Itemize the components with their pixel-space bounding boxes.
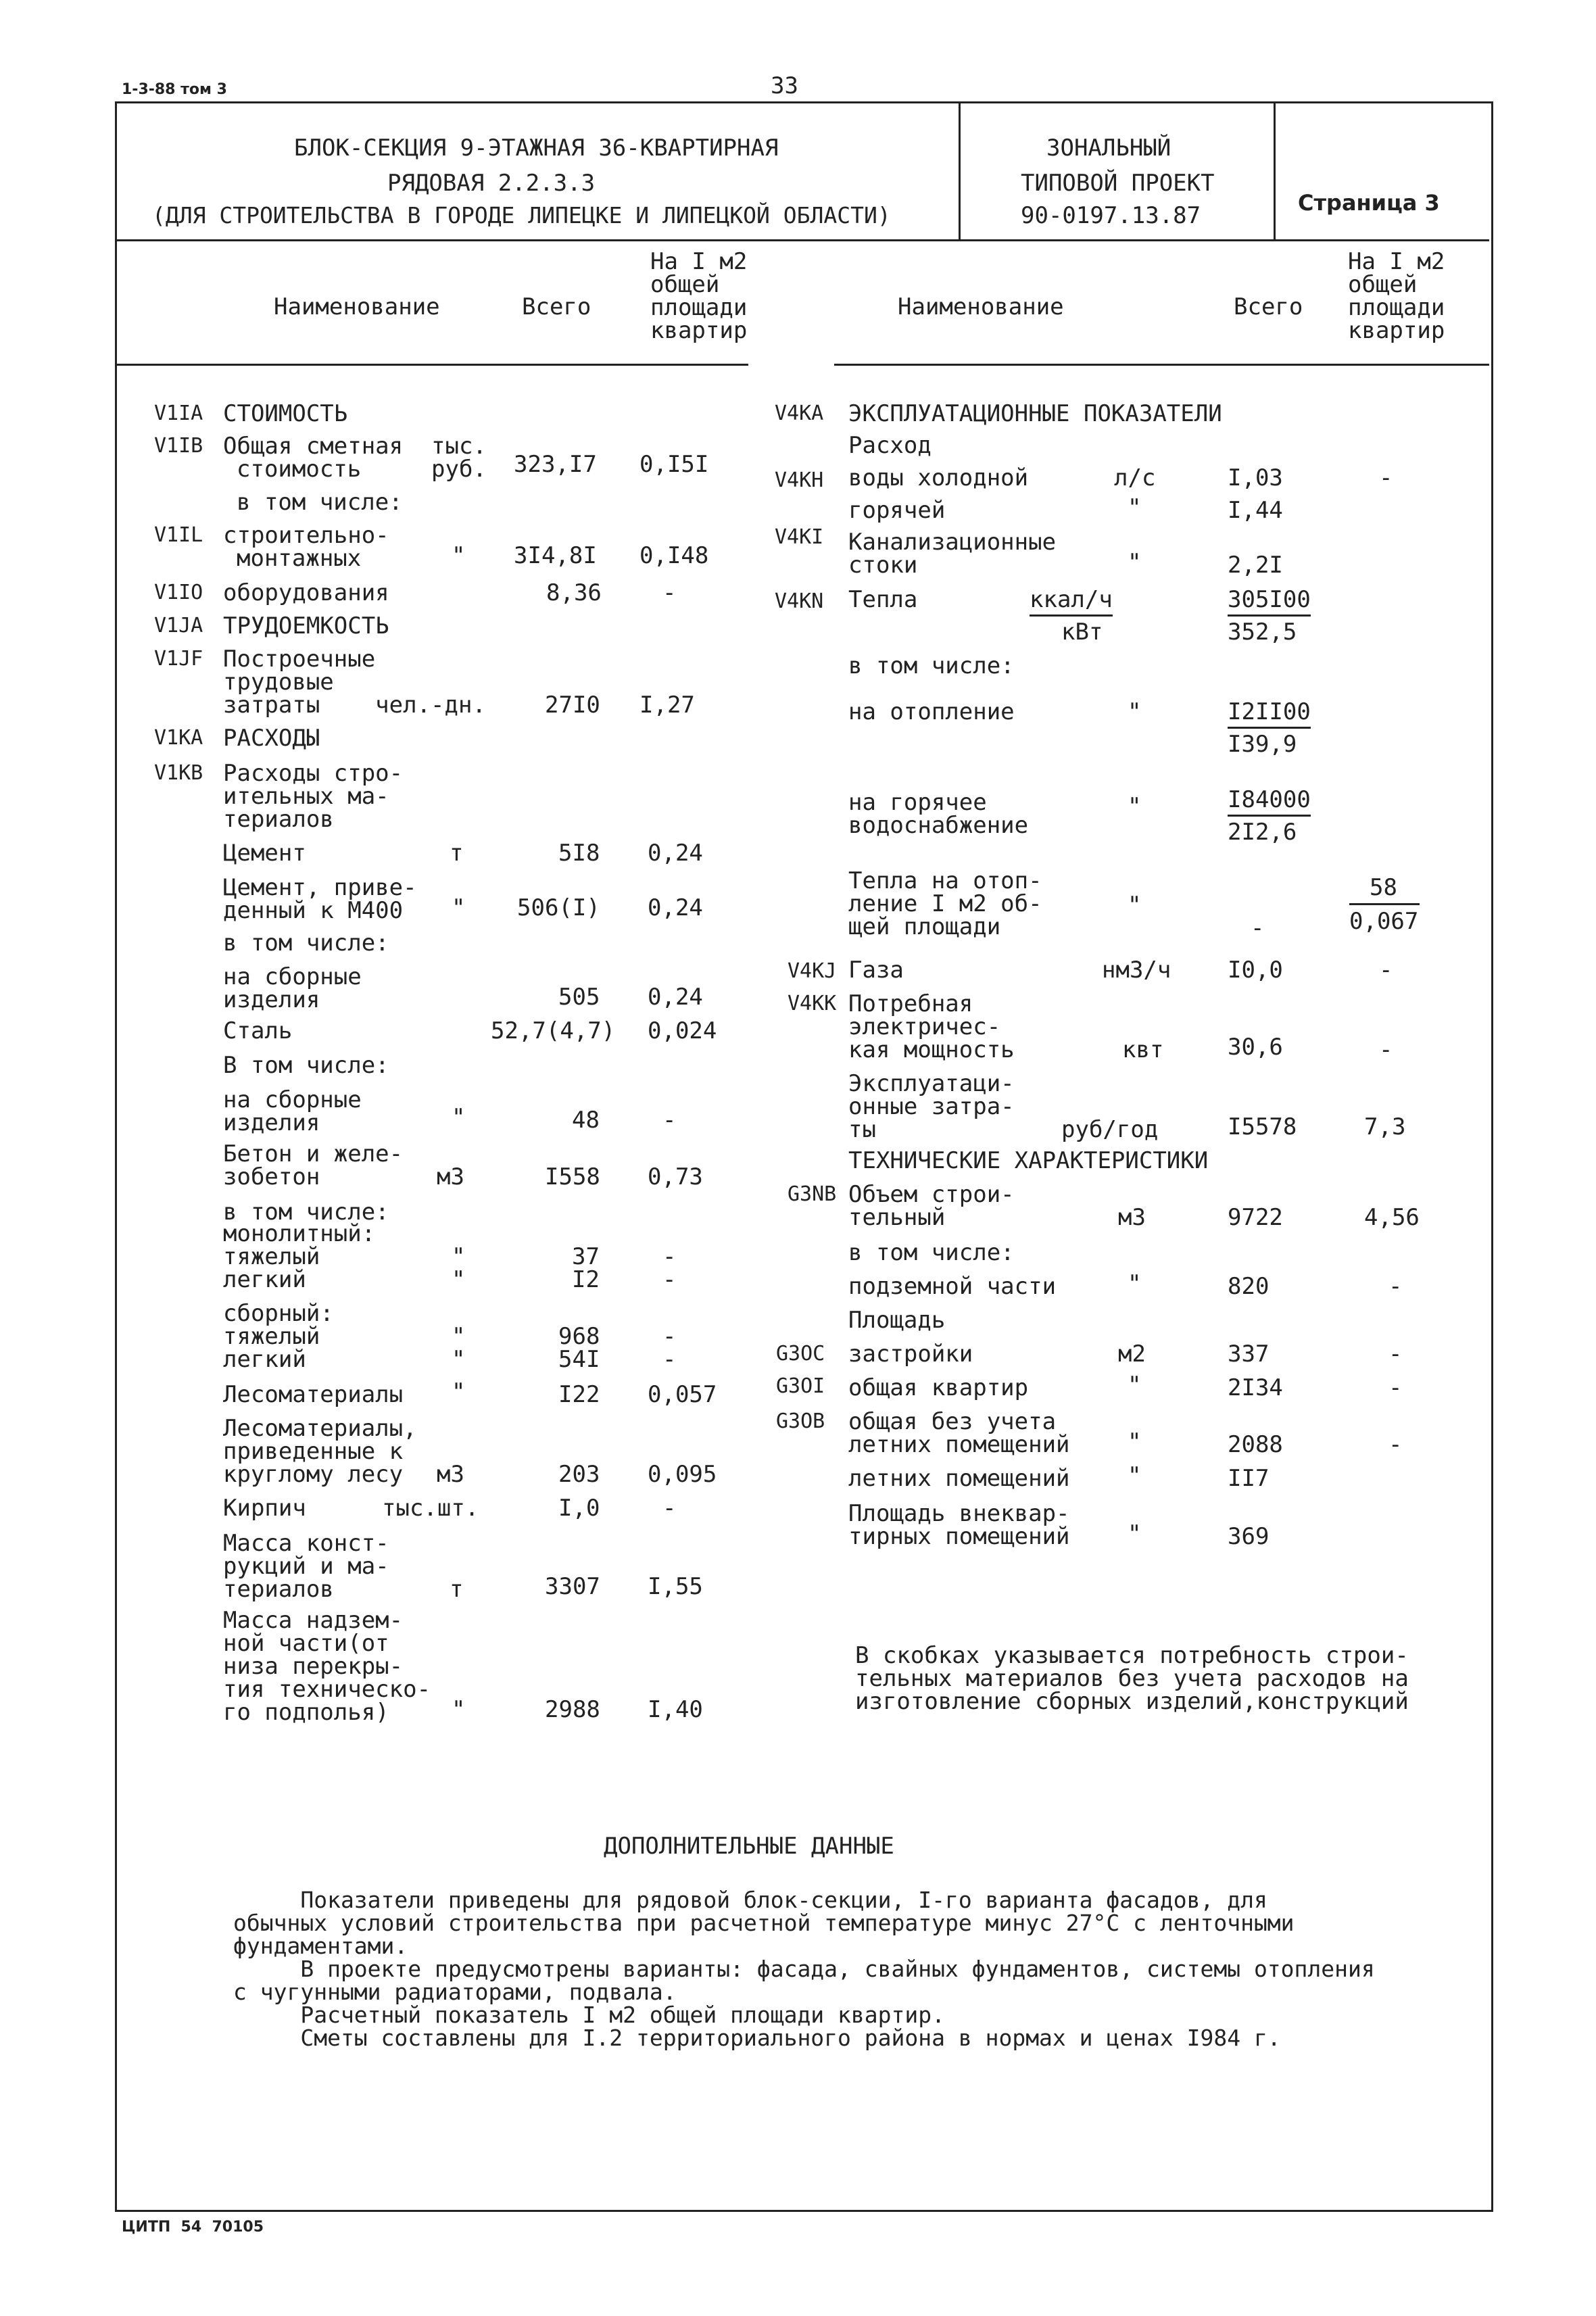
right-row-20-name2: летних помещений xyxy=(848,1431,1070,1458)
left-row-23-unit: " xyxy=(452,1378,466,1405)
left-row-27-total: 2988 xyxy=(545,1696,600,1723)
code-left-1: V1IB xyxy=(154,434,203,458)
code-right-10: V4KJ xyxy=(788,959,837,983)
left-row-22-name: легкий xyxy=(223,1346,306,1373)
left-row-6-name3: затраты чел.-дн. xyxy=(223,692,486,719)
left-row-19-per: - xyxy=(662,1266,677,1293)
left-row-3-per: 0,I48 xyxy=(639,542,709,569)
right-row-9-per-b: 0,067 xyxy=(1349,908,1419,935)
page-label: Страница 3 xyxy=(1298,190,1440,216)
right-row-7-name: на отопление xyxy=(848,698,1015,725)
code-right-19: G3OI xyxy=(776,1374,825,1398)
left-row-14-name: В том числе: xyxy=(223,1052,389,1079)
left-row-26-name3: териалов xyxy=(223,1576,334,1603)
right-row-7-total-b: I39,9 xyxy=(1228,731,1297,758)
left-row-24-name2: приведенные к xyxy=(223,1438,404,1465)
left-row-22-total: 54I xyxy=(558,1346,600,1373)
col-head-rule-left xyxy=(116,364,748,366)
left-row-10-name: Цемент, приве- xyxy=(223,874,417,901)
left-row-16-unit: м3 xyxy=(437,1163,464,1190)
left-row-9-name: Цемент xyxy=(223,840,306,867)
right-row-21-name: летних помещений xyxy=(848,1465,1070,1492)
right-row-20-per: - xyxy=(1388,1431,1403,1458)
code-left-4: V1IO xyxy=(154,581,203,604)
left-row-16-name2: зобетон xyxy=(223,1163,320,1190)
left-row-16-per: 0,73 xyxy=(648,1163,703,1190)
right-row-5-total: 305I00 xyxy=(1228,588,1311,611)
right-row-16-total: 820 xyxy=(1228,1273,1269,1300)
left-row-27-name: Масса надзем- xyxy=(223,1607,404,1634)
project-line-2: ТИПОВОЙ ПРОЕКТ xyxy=(1021,170,1215,197)
code-right-0: V4KA xyxy=(775,402,824,425)
left-row-22-unit: " xyxy=(452,1346,466,1373)
left-row-18-total: 37 xyxy=(572,1243,600,1270)
code-left-5: V1JA xyxy=(154,614,203,637)
left-row-21-per: - xyxy=(662,1323,677,1350)
left-row-27-name2: ной части(от xyxy=(223,1630,389,1657)
left-row-1-unit1: тыс. xyxy=(431,433,487,460)
left-row-3-unit: " xyxy=(452,542,466,569)
code-right-5: V4KN xyxy=(775,589,824,613)
right-row-22-total: 369 xyxy=(1228,1523,1269,1550)
left-row-21-unit: " xyxy=(452,1323,466,1350)
left-row-24-unit: м3 xyxy=(437,1461,464,1488)
footer-stamp: ЦИТП 54 70105 xyxy=(122,2219,264,2236)
right-row-12-name: Эксплуатаци- xyxy=(848,1070,1015,1097)
left-row-9-per: 0,24 xyxy=(648,840,703,867)
right-row-5-name: Тепла xyxy=(848,586,918,613)
additional-data-title: ДОПОЛНИТЕЛЬНЫЕ ДАННЫЕ xyxy=(604,1833,894,1860)
col-head-rule-right xyxy=(834,364,1489,366)
left-row-21-total: 968 xyxy=(558,1323,600,1350)
left-row-3-name2: монтажных xyxy=(237,545,362,572)
right-row-19-unit: " xyxy=(1128,1372,1142,1399)
code-right-20: G3OB xyxy=(776,1409,825,1433)
left-row-12-per: 0,24 xyxy=(648,984,703,1011)
right-row-18-name: застройки xyxy=(848,1341,973,1368)
right-row-8-name2: водоснабжение xyxy=(848,812,1029,839)
right-row-22-name2: тирных помещений xyxy=(848,1523,1070,1550)
left-row-24-per: 0,095 xyxy=(648,1461,717,1488)
right-row-9-name3: щей площади xyxy=(848,913,1001,940)
block-title-line-1: БЛОК-СЕКЦИЯ 9-ЭТАЖНАЯ 36-КВАРТИРНАЯ xyxy=(294,135,779,162)
left-row-19-unit: " xyxy=(452,1266,466,1293)
right-row-20-name: общая без учета xyxy=(848,1408,1057,1435)
header-divider-2 xyxy=(1274,103,1276,241)
left-row-25-per: - xyxy=(662,1495,677,1522)
right-row-10-per: - xyxy=(1379,957,1393,984)
right-row-16-unit: " xyxy=(1128,1270,1142,1297)
code-left-3: V1IL xyxy=(154,523,203,547)
left-row-24-name3: круглому лесу xyxy=(223,1461,404,1488)
right-row-11-unit: квт xyxy=(1122,1036,1164,1063)
right-row-7-total: I2II00 xyxy=(1228,700,1311,723)
page-number: 33 xyxy=(771,72,798,99)
right-row-14-per: 4,56 xyxy=(1364,1204,1420,1231)
left-row-26-name: Масса конст- xyxy=(223,1530,389,1557)
right-row-10-name: Газа xyxy=(848,957,904,984)
right-row-2-name: воды холодной xyxy=(848,464,1029,491)
right-row-12-total: I5578 xyxy=(1228,1113,1297,1140)
left-row-17-name2: монолитный: xyxy=(223,1220,376,1247)
right-row-22-name: Площадь внеквар- xyxy=(848,1500,1070,1527)
right-row-11-name: Потребная xyxy=(848,990,973,1017)
bracket-note: В скобках указывается потребность строи- тельных материалов без учета расходов на изготовление сборных изделий,конструкций xyxy=(855,1642,1409,1715)
left-row-26-per: I,55 xyxy=(648,1573,703,1600)
left-row-1-per: 0,I5I xyxy=(639,451,709,478)
additional-data-text: Показатели приведены для рядовой блок-секции, I-го варианта фасадов, для обычных условий строительства при расчетной температуре минус 27°С с ленточными фундаментами. В проекте предусмотрены варианты: фасада, свайных фундаментов, системы отопления с чугунными радиаторами, подвала. Расчетный показатель I м2 общей площади квартир. Сметы составлены для I.2 территориального района в нормах и ценах I984 г. xyxy=(233,1887,1375,2051)
right-row-9-unit: " xyxy=(1128,892,1142,919)
left-row-9-unit: т xyxy=(450,840,464,867)
right-row-18-total: 337 xyxy=(1228,1341,1269,1368)
left-row-13-per: 0,024 xyxy=(648,1017,717,1044)
left-row-23-total: I22 xyxy=(558,1381,600,1408)
left-row-0-name: СТОИМОСТЬ xyxy=(223,400,348,427)
left-row-26-unit: т xyxy=(450,1576,464,1603)
right-row-0-name: ЭКСПЛУАТАЦИОННЫЕ ПОКАЗАТЕЛИ xyxy=(848,400,1222,427)
right-row-1-name: Расход xyxy=(848,432,932,459)
right-row-9-per: 58 xyxy=(1370,874,1397,901)
right-row-14-name: Объем строи- xyxy=(848,1181,1015,1208)
left-row-10-name2: денный к М400 xyxy=(223,897,404,924)
right-row-10-unit: нм3/ч xyxy=(1102,957,1171,984)
right-row-18-unit: м2 xyxy=(1118,1341,1146,1368)
right-row-11-total: 30,6 xyxy=(1228,1034,1283,1061)
left-row-15-total: 48 xyxy=(572,1107,600,1134)
left-row-9-total: 5I8 xyxy=(558,840,600,867)
left-row-4-name: оборудования xyxy=(223,579,389,606)
code-left-0: V1IA xyxy=(154,402,203,425)
right-row-11-name3: кая мощность xyxy=(848,1036,1015,1063)
right-row-9-fraction-bar xyxy=(1349,903,1420,905)
right-row-20-total: 2088 xyxy=(1228,1431,1283,1458)
document-reference: 1-3-88 том 3 xyxy=(122,81,227,98)
right-row-14-unit: м3 xyxy=(1118,1204,1146,1231)
right-row-3-name: горячей xyxy=(848,497,946,524)
left-row-15-per: - xyxy=(662,1107,677,1134)
code-left-7: V1KA xyxy=(154,726,203,750)
left-row-3-name: строительно- xyxy=(223,522,389,549)
code-right-11: V4KK xyxy=(788,992,837,1015)
col-head-per-m2-right: На I м2 общей площади квартир xyxy=(1348,248,1445,344)
right-row-10-total: I0,0 xyxy=(1228,957,1283,984)
left-row-8-name2: ительных ма- xyxy=(223,783,389,810)
left-row-17-name: в том числе: xyxy=(223,1199,389,1226)
left-row-23-name: Лесоматериалы xyxy=(223,1381,404,1408)
left-row-12-name: на сборные xyxy=(223,963,362,990)
block-title-line-2: РЯДОВАЯ 2.2.3.3 xyxy=(387,170,596,197)
left-row-8-name: Расходы стро- xyxy=(223,760,404,787)
left-row-5-name: ТРУДОЕМКОСТЬ xyxy=(223,612,389,640)
left-row-1-total: 323,I7 xyxy=(514,451,597,478)
col-head-name-left: Наименование xyxy=(274,293,440,320)
right-row-11-per: - xyxy=(1379,1036,1393,1063)
right-row-4-name: Канализационные xyxy=(848,529,1057,556)
left-row-4-per: - xyxy=(662,579,677,606)
left-row-19-total: I2 xyxy=(572,1266,600,1293)
left-row-4-total: 8,36 xyxy=(546,579,602,606)
right-row-13-name: ТЕХНИЧЕСКИЕ ХАРАКТЕРИСТИКИ xyxy=(848,1147,1209,1174)
right-row-12-name2: онные затра- xyxy=(848,1093,1015,1120)
right-row-5-total-b: 352,5 xyxy=(1228,619,1297,646)
left-row-10-unit: " xyxy=(452,894,466,921)
left-row-18-name: тяжелый xyxy=(223,1243,320,1270)
right-row-22-unit: " xyxy=(1128,1520,1142,1547)
left-row-18-unit: " xyxy=(452,1243,466,1270)
left-row-23-per: 0,057 xyxy=(648,1381,717,1408)
left-row-16-total: I558 xyxy=(545,1163,600,1190)
left-row-6-per: I,27 xyxy=(639,692,695,719)
left-row-27-unit: " xyxy=(452,1696,466,1723)
code-left-8: V1KB xyxy=(154,761,203,785)
left-row-11-name: в том числе: xyxy=(223,930,389,957)
left-row-24-total: 203 xyxy=(558,1461,600,1488)
left-row-1-name2: стоимость xyxy=(237,456,362,483)
left-row-3-total: 3I4,8I xyxy=(514,542,597,569)
left-row-25-total: I,0 xyxy=(558,1495,600,1522)
right-row-12-unit: руб/год xyxy=(1061,1116,1159,1143)
left-row-13-total: 52,7(4,7) xyxy=(491,1017,616,1044)
right-row-7-unit: " xyxy=(1128,698,1142,725)
code-right-18: G3OC xyxy=(776,1342,825,1366)
right-row-4-unit: " xyxy=(1128,549,1142,576)
left-row-8-name3: териалов xyxy=(223,806,334,833)
project-number: 90-0197.13.87 xyxy=(1021,202,1201,229)
col-head-name-right: Наименование xyxy=(898,293,1064,320)
right-row-20-unit: " xyxy=(1128,1428,1142,1455)
left-row-21-name: тяжелый xyxy=(223,1323,320,1350)
left-row-27-name4: тия техническо- xyxy=(223,1676,431,1703)
right-row-19-per: - xyxy=(1388,1374,1403,1401)
right-row-8-total: I84000 xyxy=(1228,788,1311,811)
left-row-13-name: Сталь xyxy=(223,1017,293,1044)
right-row-8-unit: " xyxy=(1128,793,1142,820)
left-row-7-name: РАСХОДЫ xyxy=(223,725,320,752)
right-row-8-total-b: 2I2,6 xyxy=(1228,819,1297,846)
right-row-17-name: Площадь xyxy=(848,1307,946,1334)
right-row-2-unit: л/с xyxy=(1114,464,1156,491)
left-row-10-per: 0,24 xyxy=(648,894,703,921)
right-row-9-name2: ление I м2 об- xyxy=(848,890,1042,917)
right-row-14-name2: тельный xyxy=(848,1204,946,1231)
left-row-12-name2: изделия xyxy=(223,986,320,1013)
left-row-18-per: - xyxy=(662,1243,677,1270)
right-row-11-name2: электричес- xyxy=(848,1013,1001,1040)
right-row-12-name3: ты xyxy=(848,1116,876,1143)
code-right-2: V4KH xyxy=(775,468,824,492)
right-row-21-unit: " xyxy=(1128,1462,1142,1489)
left-row-2-name: в том числе: xyxy=(237,489,403,516)
right-row-6-name: в том числе: xyxy=(848,652,1015,679)
right-row-19-total: 2I34 xyxy=(1228,1374,1283,1401)
right-row-5-unit: ккал/ч xyxy=(1030,588,1113,611)
left-row-15-name2: изделия xyxy=(223,1109,320,1136)
left-row-26-name2: рукций и ма- xyxy=(223,1553,389,1580)
left-row-26-total: 3307 xyxy=(545,1573,600,1600)
left-row-6-name: Построечные xyxy=(223,646,376,673)
code-left-6: V1JF xyxy=(154,647,203,671)
right-row-14-total: 9722 xyxy=(1228,1204,1283,1231)
block-title-line-3: (ДЛЯ СТРОИТЕЛЬСТВА В ГОРОДЕ ЛИПЕЦКЕ И ЛИПЕЦКОЙ ОБЛАСТИ) xyxy=(152,202,891,228)
right-row-15-name: в том числе: xyxy=(848,1239,1015,1266)
right-row-8-name: на горячее xyxy=(848,789,987,816)
left-row-12-total: 505 xyxy=(558,984,600,1011)
code-right-14: G3NB xyxy=(788,1182,837,1206)
right-row-4-name2: стоки xyxy=(848,552,918,579)
header-divider-1 xyxy=(959,103,961,241)
right-row-12-per: 7,3 xyxy=(1364,1113,1406,1140)
left-row-25-name: Кирпич xyxy=(223,1495,306,1522)
col-head-per-m2-left: На I м2 общей площади квартир xyxy=(650,248,748,344)
right-row-19-name: общая квартир xyxy=(848,1374,1029,1401)
left-row-1-unit2: руб. xyxy=(431,456,487,483)
left-row-24-name: Лесоматериалы, xyxy=(223,1415,417,1442)
right-row-18-per: - xyxy=(1388,1341,1403,1368)
right-row-2-total: I,03 xyxy=(1228,464,1283,491)
right-row-3-total: I,44 xyxy=(1228,497,1283,524)
left-row-27-name3: низа перекры- xyxy=(223,1653,404,1680)
code-right-4: V4KI xyxy=(775,525,824,549)
right-row-21-total: II7 xyxy=(1228,1465,1269,1492)
left-row-1-name: Общая сметная xyxy=(223,433,404,460)
project-line-1: ЗОНАЛЬНЫЙ xyxy=(1046,135,1171,162)
left-row-10-total: 506(I) xyxy=(517,894,600,921)
left-row-20-name: сборный: xyxy=(223,1300,334,1327)
right-row-9-name: Тепла на отоп- xyxy=(848,867,1042,894)
left-row-27-name5: го подполья) xyxy=(223,1699,389,1726)
left-row-25-unit: тыс.шт. xyxy=(382,1495,479,1522)
right-row-9-total: - xyxy=(1251,915,1265,942)
col-head-total-right: Всего xyxy=(1234,293,1303,320)
col-head-total-left: Всего xyxy=(522,293,591,320)
left-row-27-per: I,40 xyxy=(648,1696,703,1723)
right-row-16-name: подземной части xyxy=(848,1273,1057,1300)
right-row-3-unit: " xyxy=(1128,494,1142,521)
left-row-15-unit: " xyxy=(452,1104,466,1131)
right-row-2-per: - xyxy=(1379,464,1393,491)
left-row-6-name2: трудовые xyxy=(223,669,334,696)
left-row-6-total: 27I0 xyxy=(545,692,600,719)
right-row-5-unit-b: кВт xyxy=(1061,619,1103,646)
header-bottom-rule xyxy=(116,239,1489,241)
left-row-15-name: на сборные xyxy=(223,1086,362,1113)
right-row-16-per: - xyxy=(1388,1273,1403,1300)
left-row-22-per: - xyxy=(662,1346,677,1373)
left-row-16-name: Бетон и желе- xyxy=(223,1140,404,1167)
right-row-4-total: 2,2I xyxy=(1228,552,1283,579)
left-row-19-name: легкий xyxy=(223,1266,306,1293)
